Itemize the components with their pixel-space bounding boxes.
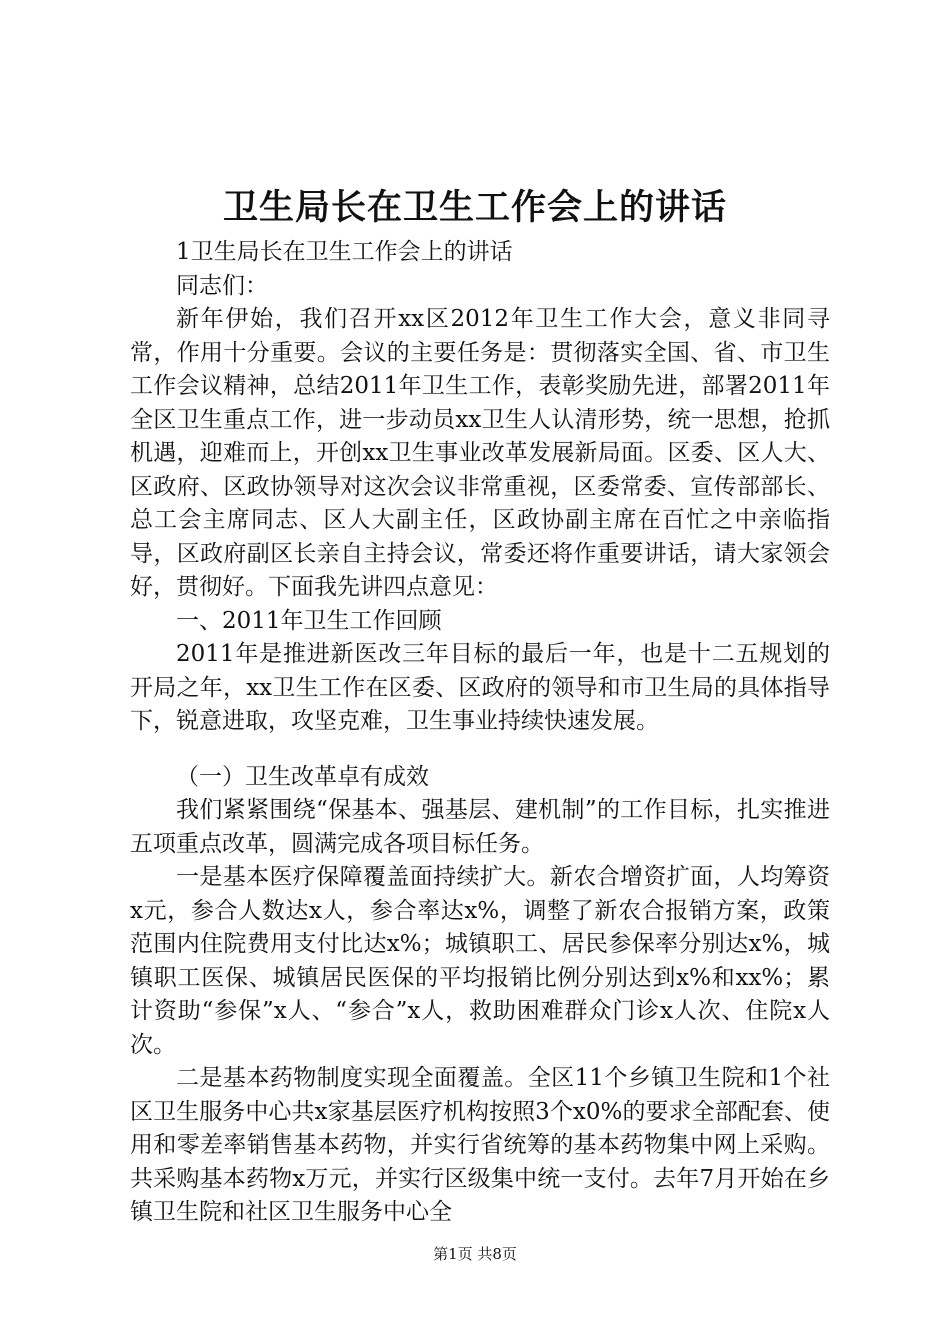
body-paragraph: 一是基本医疗保障覆盖面持续扩大。新农合增资扩面，人均筹资x元，参合人数达x人，参合率达x%，调整了新农合报销方案，政策范围内住院费用支付比达x%；城镇职工、居民参保率分别达x%，城镇职工医保、城镇居民医保的平均报销比例分别达到x%和xx%；累计资助“参保”x人、“参合”x人，救助困难群众门诊x人次、住院x人次。 bbox=[130, 864, 830, 1058]
document-title: 卫生局长在卫生工作会上的讲话 bbox=[222, 187, 727, 228]
subsection-heading: （一）卫生改革卓有成效 bbox=[176, 763, 429, 790]
page-footer: 第1页 共8页 bbox=[433, 1245, 517, 1263]
body-paragraph: 1卫生局长在卫生工作会上的讲话 bbox=[176, 239, 513, 265]
section-heading: 一、2011年卫生工作回顾 bbox=[176, 607, 442, 634]
body-paragraph: 我们紧紧围绕“保基本、强基层、建机制”的工作目标，扎实推进五项重点改革，圆满完成各项目标任务。 bbox=[130, 797, 830, 857]
document-body bbox=[130, 236, 830, 1230]
body-paragraph: 二是基本药物制度实现全面覆盖。全区11个乡镇卫生院和1个社区卫生服务中心共x家基层医疗机构按照3个x0%的要求全部配套、使用和零差率销售基本药物，并实行省统筹的基本药物集中网上采购。共采购基本药物x万元，并实行区级集中统一支付。去年7月开始在乡镇卫生院和社区卫生服务中心全 bbox=[130, 1065, 830, 1225]
body-paragraph: 2011年是推进新医改三年目标的最后一年，也是十二五规划的开局之年，xx卫生工作在区委、区政府的领导和市卫生局的具体指导下，锐意进取，攻坚克难，卫生事业持续快速发展。 bbox=[130, 641, 830, 734]
body-paragraph: 新年伊始，我们召开xx区2012年卫生工作大会，意义非同寻常，作用十分重要。会议的主要任务是：贯彻落实全国、省、市卫生工作会议精神，总结2011年卫生工作，表彰奖励先进，部署2011年全区卫生重点工作，进一步动员xx卫生人认清形势，统一思想，抢抓机遇，迎难而上，开创xx卫生事业改革发展新局面。区委、区人大、区政府、区政协领导对这次会议非常重视，区委常委、宣传部部长、总工会主席同志、区人大副主任，区政协副主席在百忙之中亲临指导，区政府副区长亲自主持会议，常委还将作重要讲话，请大家领会好，贯彻好。下面我先讲四点意见： bbox=[130, 306, 830, 600]
body-paragraph: 同志们： bbox=[176, 272, 268, 299]
